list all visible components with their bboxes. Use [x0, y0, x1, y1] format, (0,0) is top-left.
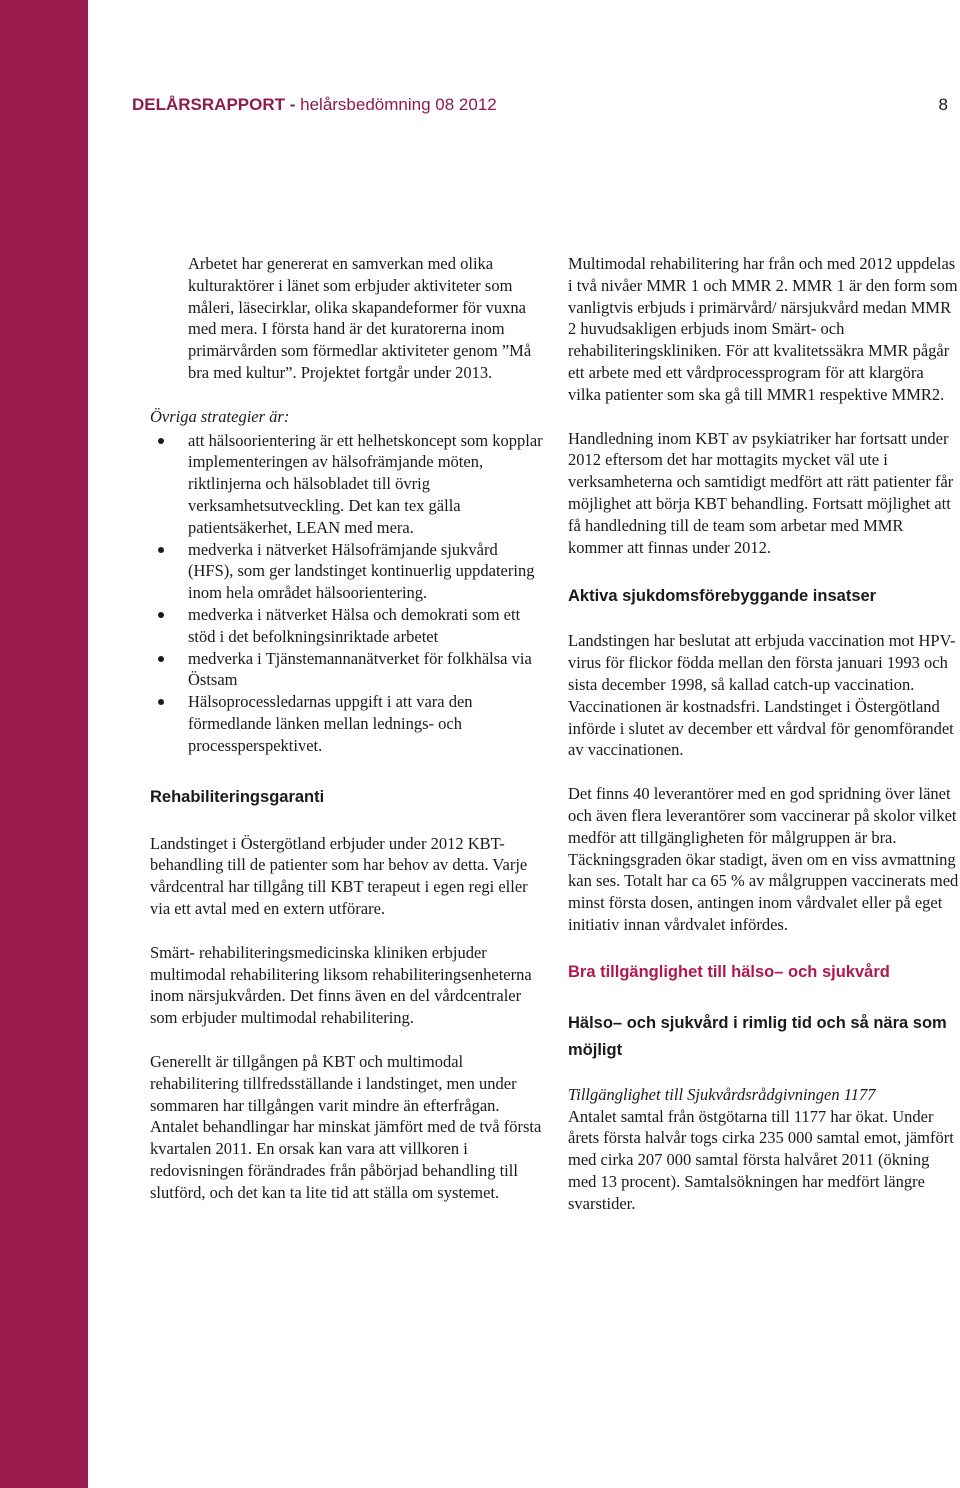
list-item: Hälsoprocessledarnas uppgift i att vara den förmedlande länken mellan lednings- och processperspektivet. — [188, 691, 544, 756]
hpv-paragraph: Landstingen har beslutat att erbjuda vaccination mot HPV-virus för flickor födda mellan den första januari 1993 och sista december 1998, så kallad catch-up vaccination. Vaccinationen är kostnadsfri. Landstinget i Östergötland införde i slutet av december ett vårdval för genomförandet av vaccinationen. — [568, 631, 956, 760]
list-item: medverka i Tjänstemannanätverket för folkhälsa via Östsam — [188, 648, 544, 692]
list-item: medverka i nätverket Hälsa och demokrati som ett stöd i det befolkningsinriktade arbetet — [188, 604, 544, 648]
subheading-1177: Tillgänglighet till Sjukvårdsrådgivningen 1177 — [568, 1084, 876, 1104]
rehab-heading: Rehabiliteringsgaranti — [150, 787, 325, 806]
rehab-paragraph-3: Generellt är tillgången på KBT och multimodal rehabilitering tillfredsställande i landstinget, men under sommaren har tillgången varit mindre än efterfrågan. Antalet behandlingar har minskat jämfört med de två första kvartalen 2011. En orsak kan vara att villkoren i redovisningen förändrades från påbörjad behandling till slutförd, och det kan ta lite tid att ställa om systemet. — [150, 1051, 542, 1202]
left-column — [150, 253, 544, 1203]
strategies-heading: Övriga strategier är: — [150, 406, 290, 426]
list-item: medverka i nätverket Hälsofrämjande sjukvård (HFS), som ger landstinget kontinuerlig uppdatering inom hela området hälsoorientering. — [188, 539, 544, 604]
page-header — [132, 95, 960, 121]
right-column — [568, 253, 960, 1215]
paragraph-1177: Antalet samtal från östgötarna till 1177 har ökat. Under årets första halvår togs cirka 235 000 samtal emot, jämfört med cirka 207 000 samtal första halvåret 2011 (ökning med 13 procent). Samtalsökningen har medfört längre svarstider. — [568, 1106, 954, 1213]
halso-sjukvard-heading: Hälso– och sjukvård i rimlig tid och så nära som möjligt — [568, 1013, 947, 1059]
header-title-rest: helårsbedömning 08 2012 — [295, 95, 497, 114]
header-title-bold: DELÅRSRAPPORT - — [132, 95, 296, 114]
header-title — [132, 95, 497, 115]
mmr-paragraph: Multimodal rehabilitering har från och med 2012 uppdelas i två nivåer MMR 1 och MMR 2. MMR 1 är den form som vanligtvis erbjuds i primärvård/ närsjukvård medan MMR 2 huvudsakligen erbjuds inom Smärt- och rehabiliteringskliniken. För att kvalitetssäkra MMR pågår ett arbete med ett vårdprocessprogram för att klargöra vilka patienter som ska gå till MMR1 respektive MMR2. — [568, 254, 958, 404]
rehab-paragraph-2: Smärt- rehabiliteringsmedicinska kliniken erbjuder multimodal rehabilitering liksom rehabiliteringsenheterna inom närsjukvården. Det finns även en del vårdcentraler som erbjuder multimodal rehabilitering. — [150, 942, 532, 1028]
leverantorer-paragraph: Det finns 40 leverantörer med en god spridning över länet och även flera leverantörer som vaccinerar på skolor vilket medför att tillgängligheten för målgruppen är bra. Täckningsgraden ökar stadigt, även om en viss avmattning kan ses. Totalt har ca 65 % av målgruppen vaccinerats med minst första dosen, antingen inom vårdvalet eller på eget initiativ innan vårdvalet infördes. — [568, 784, 959, 934]
rehab-paragraph-1: Landstinget i Östergötland erbjuder under 2012 KBT-behandling till de patienter som har behov av detta. Varje vårdcentral har tillgång till KBT terapeut i egen regi eller via ett avtal med en extern utförare. — [150, 833, 528, 918]
page-number: 8 — [938, 95, 948, 114]
handledning-paragraph: Handledning inom KBT av psykiatriker har fortsatt under 2012 eftersom det har mottagits mycket väl ute i verksamheterna och samtidigt medfört att rätt patienter får möjlighet att börja KBT behandling. Fortsatt möjlighet att få handledning till de team som arbetar med MMR kommer att finnas under 2012. — [568, 428, 954, 557]
bra-tillganglighet-heading: Bra tillgänglighet till hälso– och sjukvård — [568, 962, 890, 981]
sidebar-color-band — [0, 0, 88, 1488]
strategies-list — [150, 430, 544, 757]
aktiva-heading: Aktiva sjukdomsförebyggande insatser — [568, 587, 877, 606]
list-item: att hälsoorientering är ett helhetskoncept som kopplar implementeringen av hälsofrämjande möten, riktlinjerna och hälsobladet till övrig verksamhetsutveckling. Det kan tex gälla patientsäkerhet, LEAN med mera. — [188, 430, 543, 537]
intro-paragraph: Arbetet har genererat en samverkan med olika kulturaktörer i länet som erbjuder aktiviteter som måleri, läsecirklar, olika skapandeformer för vuxna med mera. I första hand är det kuratorerna inom primärvården som förmedlar aktiviteter genom ”Må bra med kultur”. Projektet fortgår under 2013. — [188, 254, 532, 382]
